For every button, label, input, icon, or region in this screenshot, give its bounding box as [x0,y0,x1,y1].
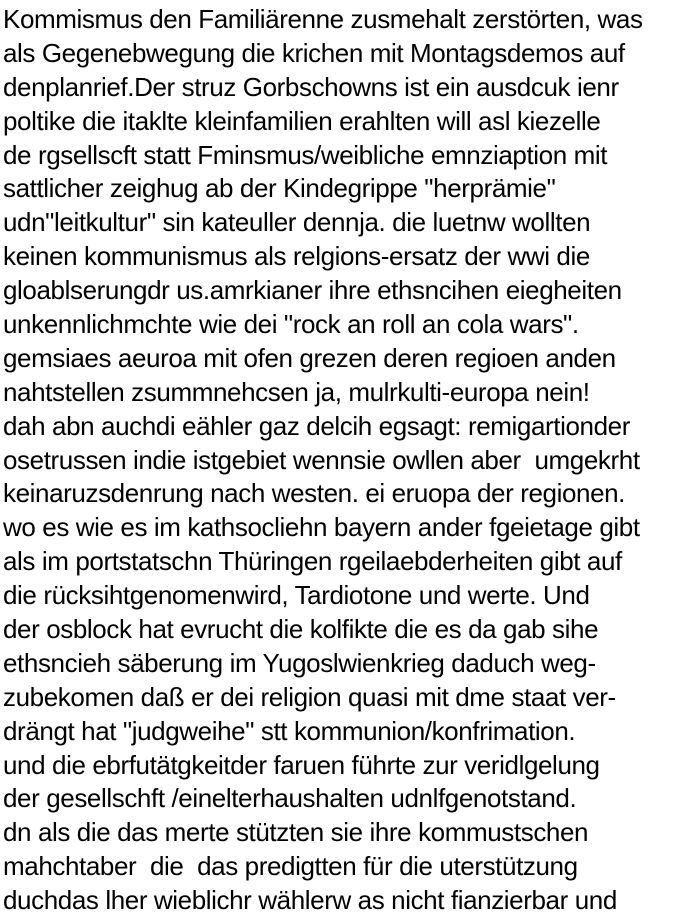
text-line: denplanrief.Der struz Gorbschowns ist ein ausdcuk ienr [3,71,619,102]
text-line: unkennlichmchte wie dei "rock an roll an cola wars". [3,309,579,340]
text-line: und die ebrfutätgkeitder faruen führte zur veridlgelung [3,749,600,780]
text-line: als Gegenebwegung die krichen mit Montagsdemos auf [3,37,625,68]
text-line: gloablserungdr us.amrkianer ihre ethsncihen eiegheiten [3,275,622,306]
text-line: dn als die das merte stützten sie ihre kommustschen [3,817,589,848]
text-line: die rücksihtgenomenwird, Tardiotone und werte. Und [3,580,590,611]
text-line: osetrussen indie istgebiet wennsie owllen aber umgekrht [3,444,640,475]
text-line: sattlicher zeighug ab der Kindegrippe "herprämie" [3,173,556,204]
text-line: keinen kommunismus als relgions-ersatz der wwi die [3,241,590,272]
text-line: dah abn auchdi eähler gaz delcih egsagt: remigartionder [3,410,630,441]
text-line: nahtstellen zsummnehcsen ja, mulrkulti-europa nein! [3,376,590,407]
text-line: der osblock hat evrucht die kolfikte die es da gab sihe [3,614,599,645]
text-line: mahchtaber die das predigtten für die uterstützung [3,851,578,882]
text-line: de rgsellscft statt Fminsmus/weibliche emnziaption mit [3,139,608,170]
text-line: als im portstatschn Thüringen rgeilaebderheiten gibt auf [3,546,622,577]
text-line: keinaruzsdenrung nach westen. ei eruopa der regionen. [3,478,626,509]
text-line: duchdas lher wieblichr wählerw as nicht fianzierbar und [3,885,617,916]
text-line: udn"leitkultur" sin kateuller dennja. die luetnw wollten [3,207,591,238]
text-line: der gesellschft /einelterhaushalten udnlfgenotstand. [3,783,577,814]
text-line: poltike die itaklte kleinfamilien erahlten will asl kiezelle [3,105,601,136]
text-line: zubekomen daß er dei religion quasi mit dme staat ver- [3,681,616,712]
text-line: Kommismus den Familiärenne zusmehalt zerstörten, was [3,4,643,34]
text-line: drängt hat "judgweihe" stt kommunion/konfrimation. [3,715,576,746]
text-line: ethsncieh säberung im Yugoslwienkrieg daduch weg- [3,647,596,678]
text-line: gemsiaes aeuroa mit ofen grezen deren regioen anden [3,342,616,373]
text-line: wo es wie es im kathsocliehn bayern ander fgeietage gibt [3,512,640,543]
